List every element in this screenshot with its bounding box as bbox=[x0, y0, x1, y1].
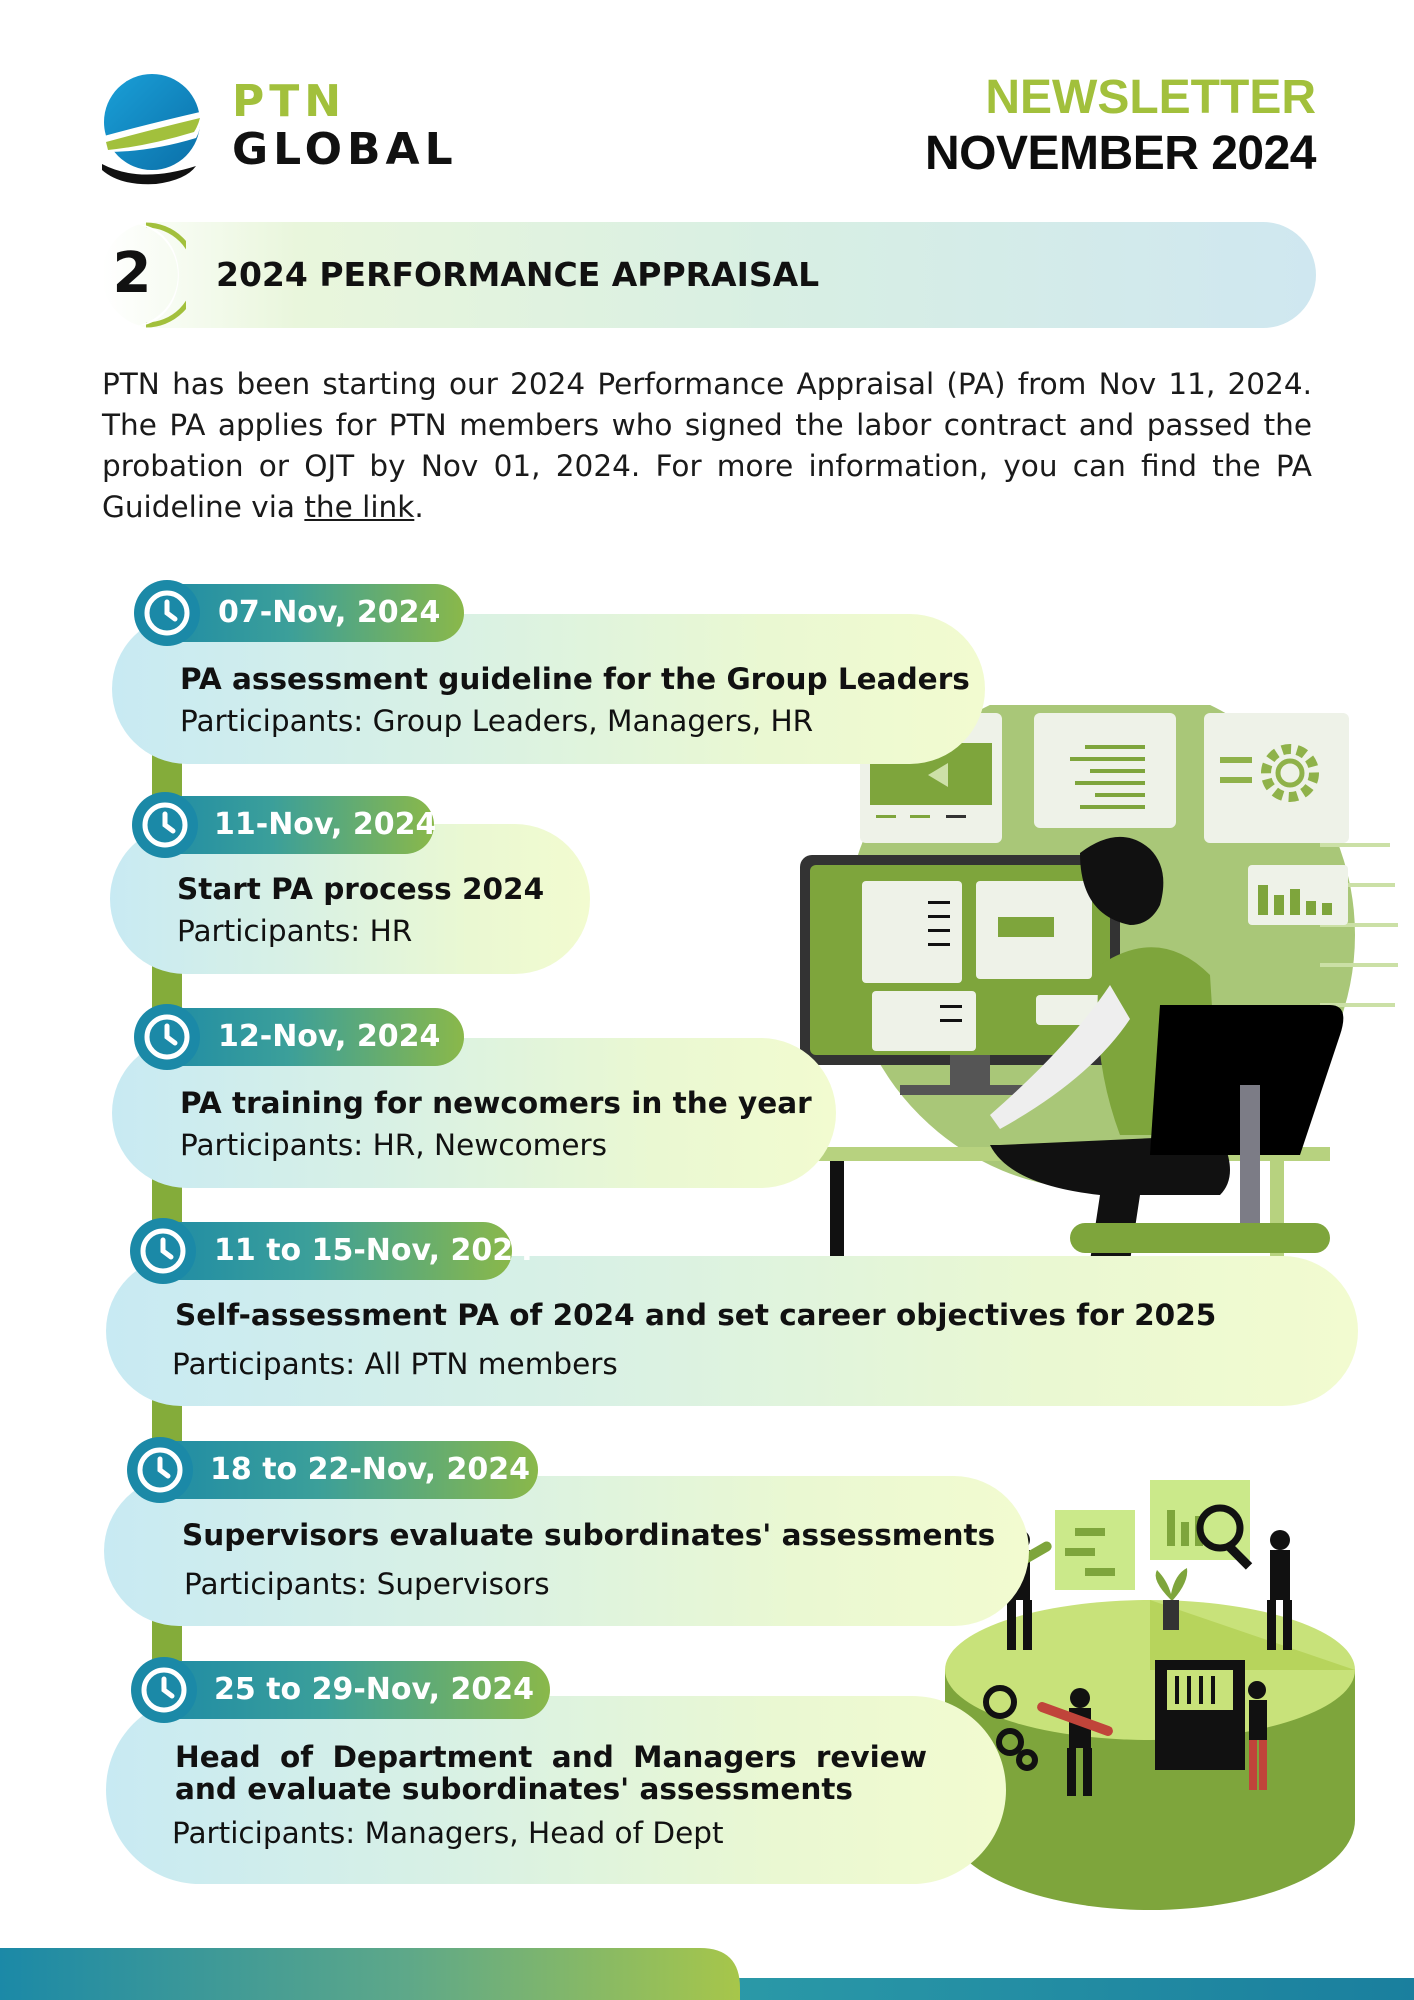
intro-text-end: . bbox=[414, 490, 424, 524]
clock-icon bbox=[131, 1657, 197, 1723]
pa-guideline-link[interactable]: the link bbox=[304, 490, 415, 524]
footer-decoration bbox=[0, 1948, 1414, 2000]
event-title: Self-assessment PA of 2024 and set career objectives for 2025 bbox=[175, 1298, 1217, 1332]
event-date: 11-Nov, 2024 bbox=[214, 807, 437, 842]
section-number: 2 bbox=[112, 241, 152, 306]
logo-text-ptn: PTN bbox=[232, 76, 347, 127]
issue-date: NOVEMBER 2024 bbox=[925, 127, 1316, 180]
event-date: 25 to 29-Nov, 2024 bbox=[214, 1672, 534, 1707]
event-participants: Participants: Supervisors bbox=[184, 1567, 550, 1601]
intro-paragraph bbox=[102, 364, 1312, 528]
event-title: PA training for newcomers in the year bbox=[180, 1086, 812, 1120]
logo-globe-icon bbox=[100, 72, 204, 188]
clock-icon bbox=[134, 580, 200, 646]
event-participants: Participants: HR, Newcomers bbox=[180, 1128, 608, 1162]
event-title: Start PA process 2024 bbox=[177, 872, 545, 906]
event-participants: Participants: Managers, Head of Dept bbox=[172, 1816, 724, 1850]
clock-icon bbox=[134, 1004, 200, 1070]
event-participants: Participants: Group Leaders, Managers, HR bbox=[180, 704, 814, 738]
event-title: PA assessment guideline for the Group Leaders bbox=[180, 662, 970, 696]
clock-icon bbox=[127, 1437, 193, 1503]
company-logo bbox=[100, 72, 458, 192]
event-participants: Participants: HR bbox=[177, 914, 413, 948]
section-title: 2024 PERFORMANCE APPRAISAL bbox=[216, 255, 820, 294]
event-date: 07-Nov, 2024 bbox=[218, 595, 441, 630]
office-worker-illustration bbox=[800, 705, 1400, 1265]
logo-text-global: GLOBAL bbox=[232, 124, 458, 175]
clock-icon bbox=[132, 792, 198, 858]
newsletter-label: NEWSLETTER bbox=[985, 71, 1316, 124]
event-title-line1: Head of Department and Managers review bbox=[175, 1740, 927, 1774]
event-participants: Participants: All PTN members bbox=[172, 1347, 618, 1381]
event-date: 18 to 22-Nov, 2024 bbox=[210, 1452, 530, 1487]
event-title: Supervisors evaluate subordinates' assessments bbox=[182, 1518, 996, 1552]
event-title-line2: and evaluate subordinates' assessments bbox=[175, 1772, 853, 1806]
clock-icon bbox=[130, 1218, 196, 1284]
intro-text: PTN has been starting our 2024 Performance Appraisal (PA) from Nov 11, 2024. The PA applies for PTN members who signed the labor contract and passed the probation or OJT by Nov 01, 2024. For more information, you can find the PA Guideline via bbox=[102, 367, 1312, 524]
event-date: 12-Nov, 2024 bbox=[218, 1019, 441, 1054]
event-date: 11 to 15-Nov, 2024 bbox=[214, 1233, 534, 1268]
